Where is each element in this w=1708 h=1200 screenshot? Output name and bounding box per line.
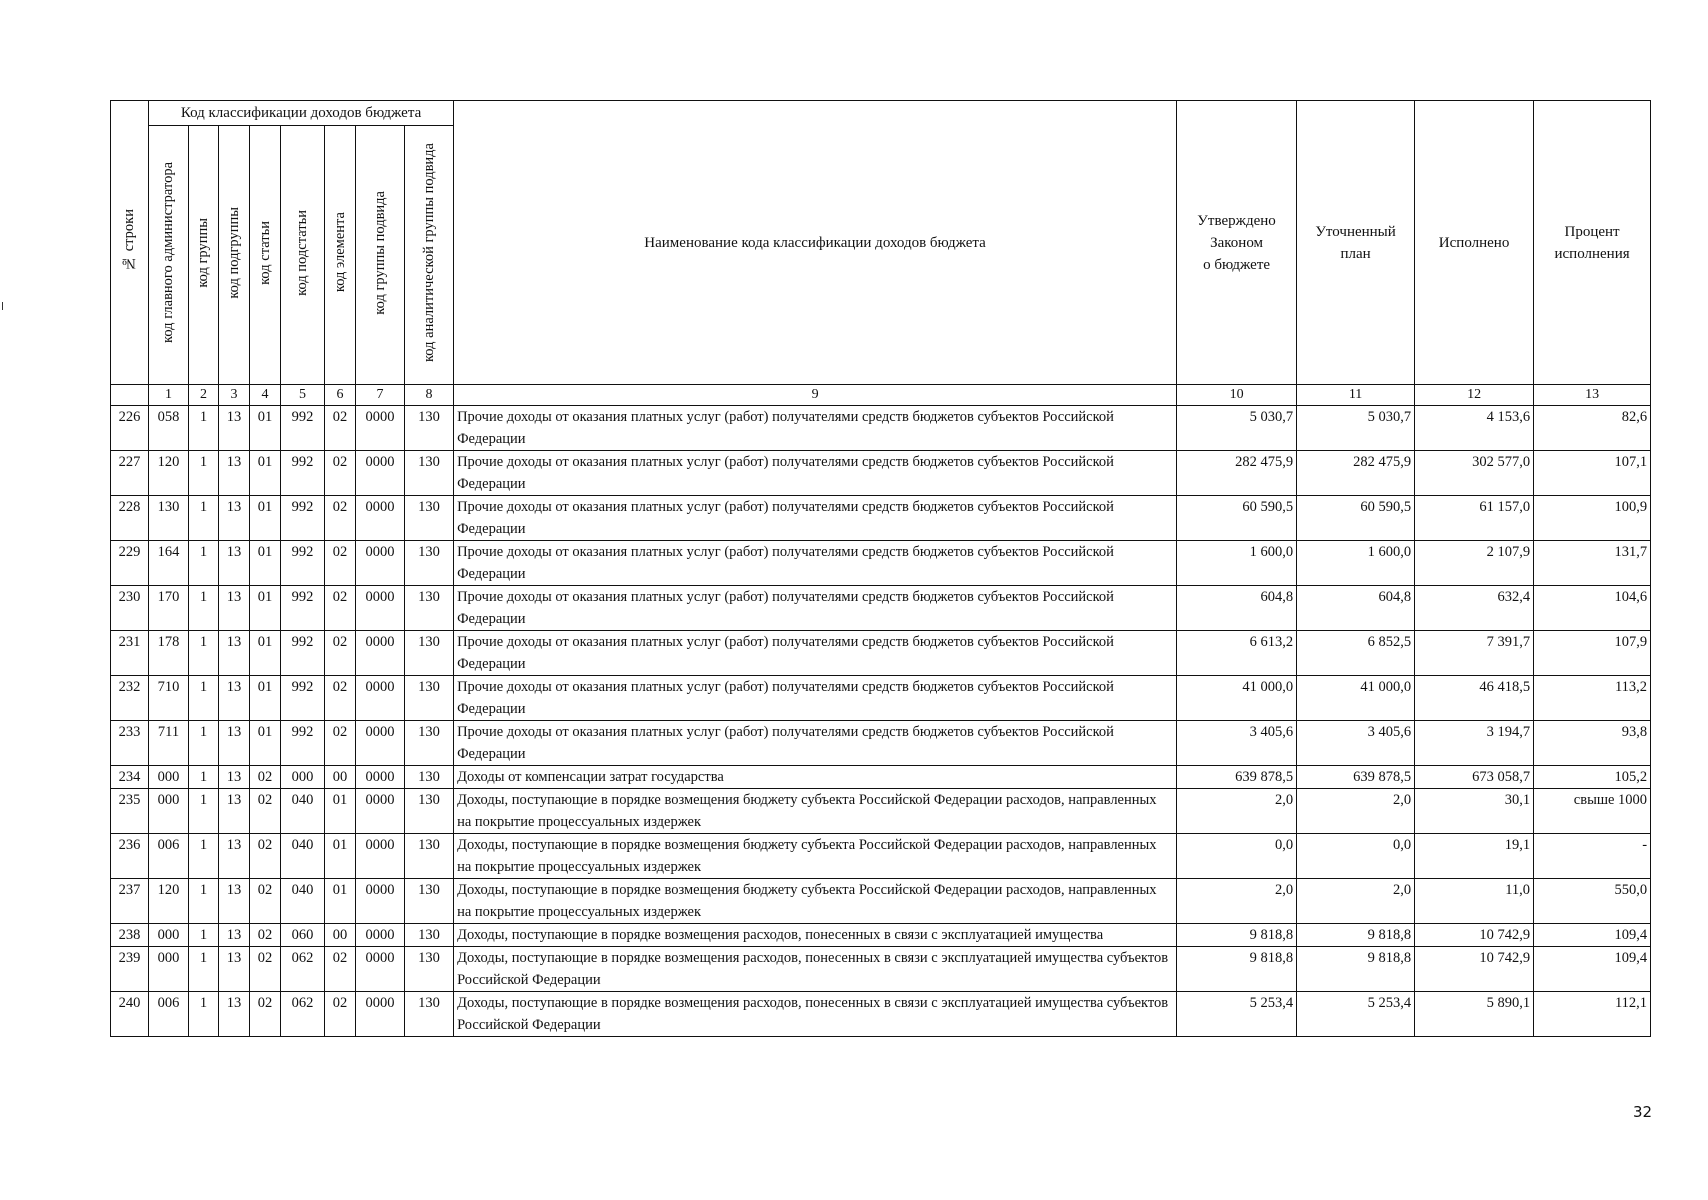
analytic-group-code-cell: 130: [405, 541, 454, 586]
subarticle-code-cell: 992: [281, 406, 325, 451]
group-code-cell: 1: [189, 789, 219, 834]
analytic-group-code-cell: 130: [405, 947, 454, 992]
subgroup-code-cell: 13: [219, 947, 250, 992]
executed-amount-cell: 5 890,1: [1415, 992, 1534, 1037]
subarticle-code-header: код подстатьи: [281, 126, 325, 385]
subarticle-code-cell: 040: [281, 879, 325, 924]
element-code-cell: 02: [325, 721, 356, 766]
refined-plan-cell: 1 600,0: [1297, 541, 1415, 586]
article-code-cell: 02: [250, 766, 281, 789]
subtype-group-code-cell: 0000: [356, 496, 405, 541]
executed-amount-cell: 30,1: [1415, 789, 1534, 834]
approved-amount-cell: 9 818,8: [1177, 947, 1297, 992]
group-code-cell: 1: [189, 451, 219, 496]
refined-plan-cell: 639 878,5: [1297, 766, 1415, 789]
analytic-group-code-cell: 130: [405, 631, 454, 676]
table-row: [111, 992, 1651, 1037]
table-row: [111, 947, 1651, 992]
subarticle-code-cell: 992: [281, 631, 325, 676]
group-code-cell: 1: [189, 541, 219, 586]
admin-code-cell: 170: [149, 586, 189, 631]
refined-plan-cell: 0,0: [1297, 834, 1415, 879]
subtype-group-code-cell: 0000: [356, 879, 405, 924]
executed-amount-cell: 2 107,9: [1415, 541, 1534, 586]
page-number: 32: [1633, 1103, 1653, 1121]
row-number-cell: 232: [111, 676, 149, 721]
row-number-cell: 226: [111, 406, 149, 451]
subgroup-code-cell: 13: [219, 789, 250, 834]
element-code-cell: 02: [325, 406, 356, 451]
revenue-name-cell: Доходы от компенсации затрат государства: [454, 766, 1177, 789]
subgroup-code-cell: 13: [219, 631, 250, 676]
article-code-cell: 02: [250, 879, 281, 924]
refined-plan-cell: 2,0: [1297, 789, 1415, 834]
analytic-group-code-cell: 130: [405, 451, 454, 496]
group-code-cell: 1: [189, 947, 219, 992]
percent-cell: 112,1: [1534, 992, 1651, 1037]
subtype-group-code-cell: 0000: [356, 406, 405, 451]
subgroup-code-cell: 13: [219, 676, 250, 721]
approved-amount-cell: 282 475,9: [1177, 451, 1297, 496]
admin-code-cell: 000: [149, 766, 189, 789]
row-number-cell: 230: [111, 586, 149, 631]
approved-amount-cell: 2,0: [1177, 789, 1297, 834]
refined-plan-cell: 6 852,5: [1297, 631, 1415, 676]
element-code-cell: 01: [325, 789, 356, 834]
revenue-name-cell: Прочие доходы от оказания платных услуг (работ) получателями средств бюджетов субъектов Российской Федерации: [454, 721, 1177, 766]
group-code-cell: 1: [189, 879, 219, 924]
group-code-cell: 1: [189, 676, 219, 721]
row-number-cell: 228: [111, 496, 149, 541]
admin-code-cell: 006: [149, 992, 189, 1037]
subtype-group-code-cell: 0000: [356, 789, 405, 834]
group-code-cell: 1: [189, 992, 219, 1037]
percent-cell: 107,1: [1534, 451, 1651, 496]
approved-amount-cell: 604,8: [1177, 586, 1297, 631]
classification-code-group-header: Код классификации доходов бюджета: [149, 101, 454, 126]
element-code-cell: 00: [325, 924, 356, 947]
revenue-name-cell: Прочие доходы от оказания платных услуг (работ) получателями средств бюджетов субъектов Российской Федерации: [454, 541, 1177, 586]
refined-plan-cell: 2,0: [1297, 879, 1415, 924]
table-row: [111, 451, 1651, 496]
table-row: [111, 924, 1651, 947]
article-code-cell: 01: [250, 451, 281, 496]
article-code-cell: 02: [250, 834, 281, 879]
col-number: 6: [325, 385, 356, 406]
subarticle-code-cell: 062: [281, 947, 325, 992]
group-code-cell: 1: [189, 586, 219, 631]
col-number: 12: [1415, 385, 1534, 406]
revenue-name-cell: Прочие доходы от оказания платных услуг (работ) получателями средств бюджетов субъектов Российской Федерации: [454, 676, 1177, 721]
revenue-name-cell: Доходы, поступающие в порядке возмещения расходов, понесенных в связи с эксплуатацией имущества: [454, 924, 1177, 947]
table-row: [111, 789, 1651, 834]
revenue-name-cell: Прочие доходы от оказания платных услуг (работ) получателями средств бюджетов субъектов Российской Федерации: [454, 631, 1177, 676]
subtype-group-code-cell: 0000: [356, 924, 405, 947]
admin-code-header: код главного администратора: [149, 126, 189, 385]
article-code-cell: 01: [250, 676, 281, 721]
revenue-name-cell: Прочие доходы от оказания платных услуг (работ) получателями средств бюджетов субъектов Российской Федерации: [454, 586, 1177, 631]
approved-amount-cell: 5 030,7: [1177, 406, 1297, 451]
percent-cell: 82,6: [1534, 406, 1651, 451]
col-number: 1: [149, 385, 189, 406]
admin-code-cell: 000: [149, 947, 189, 992]
revenue-name-cell: Доходы, поступающие в порядке возмещения бюджету субъекта Российской Федерации расходов, направленных на покрытие процессуальных издержек: [454, 879, 1177, 924]
row-number-cell: 234: [111, 766, 149, 789]
refined-plan-cell: 5 253,4: [1297, 992, 1415, 1037]
col-number: 5: [281, 385, 325, 406]
executed-amount-cell: 11,0: [1415, 879, 1534, 924]
group-code-cell: 1: [189, 631, 219, 676]
col-number: [111, 385, 149, 406]
subarticle-code-cell: 992: [281, 676, 325, 721]
admin-code-cell: 000: [149, 924, 189, 947]
analytic-group-code-cell: 130: [405, 406, 454, 451]
executed-amount-cell: 673 058,7: [1415, 766, 1534, 789]
refined-plan-cell: 3 405,6: [1297, 721, 1415, 766]
analytic-group-code-cell: 130: [405, 924, 454, 947]
subarticle-code-cell: 992: [281, 496, 325, 541]
approved-amount-cell: 639 878,5: [1177, 766, 1297, 789]
column-numbers-row: [111, 385, 1651, 406]
article-code-cell: 02: [250, 789, 281, 834]
approved-amount-cell: 1 600,0: [1177, 541, 1297, 586]
element-code-cell: 02: [325, 541, 356, 586]
group-code-cell: 1: [189, 766, 219, 789]
table-row: [111, 721, 1651, 766]
revenue-name-cell: Доходы, поступающие в порядке возмещения расходов, понесенных в связи с эксплуатацией имущества субъектов Российской Федерации: [454, 992, 1177, 1037]
admin-code-cell: 058: [149, 406, 189, 451]
group-code-cell: 1: [189, 406, 219, 451]
executed-amount-cell: 632,4: [1415, 586, 1534, 631]
col-number: 13: [1534, 385, 1651, 406]
subgroup-code-cell: 13: [219, 992, 250, 1037]
approved-amount-cell: 9 818,8: [1177, 924, 1297, 947]
admin-code-cell: 711: [149, 721, 189, 766]
approved-amount-cell: 2,0: [1177, 879, 1297, 924]
element-code-cell: 02: [325, 586, 356, 631]
subtype-group-code-cell: 0000: [356, 631, 405, 676]
table-row: [111, 406, 1651, 451]
refined-plan-cell: 60 590,5: [1297, 496, 1415, 541]
subarticle-code-cell: 060: [281, 924, 325, 947]
article-code-cell: 02: [250, 947, 281, 992]
element-code-cell: 02: [325, 496, 356, 541]
col-number: 8: [405, 385, 454, 406]
subarticle-code-cell: 992: [281, 721, 325, 766]
row-number-cell: 235: [111, 789, 149, 834]
row-number-cell: 233: [111, 721, 149, 766]
subgroup-code-cell: 13: [219, 879, 250, 924]
article-code-cell: 02: [250, 992, 281, 1037]
analytic-group-code-cell: 130: [405, 879, 454, 924]
admin-code-cell: 164: [149, 541, 189, 586]
col-number: 7: [356, 385, 405, 406]
table-body: [111, 406, 1651, 1037]
article-code-cell: 01: [250, 406, 281, 451]
analytic-group-code-cell: 130: [405, 586, 454, 631]
group-code-cell: 1: [189, 834, 219, 879]
table-row: [111, 766, 1651, 789]
executed-amount-cell: 7 391,7: [1415, 631, 1534, 676]
subarticle-code-cell: 992: [281, 451, 325, 496]
article-code-cell: 01: [250, 586, 281, 631]
percent-cell: 131,7: [1534, 541, 1651, 586]
budget-revenue-table: [110, 100, 1651, 1037]
refined-plan-cell: 5 030,7: [1297, 406, 1415, 451]
article-code-cell: 01: [250, 721, 281, 766]
approved-column-header: Утверждено Законом о бюджете: [1177, 101, 1297, 385]
row-number-cell: 239: [111, 947, 149, 992]
refined-plan-cell: 604,8: [1297, 586, 1415, 631]
percent-cell: 100,9: [1534, 496, 1651, 541]
col-number: 2: [189, 385, 219, 406]
article-code-cell: 01: [250, 496, 281, 541]
approved-amount-cell: 41 000,0: [1177, 676, 1297, 721]
subgroup-code-cell: 13: [219, 451, 250, 496]
revenue-name-cell: Доходы, поступающие в порядке возмещения бюджету субъекта Российской Федерации расходов, направленных на покрытие процессуальных издержек: [454, 789, 1177, 834]
table-row: [111, 631, 1651, 676]
subtype-group-code-cell: 0000: [356, 947, 405, 992]
subtype-group-code-cell: 0000: [356, 834, 405, 879]
subgroup-code-cell: 13: [219, 721, 250, 766]
percent-cell: 109,4: [1534, 924, 1651, 947]
analytic-group-code-cell: 130: [405, 496, 454, 541]
executed-amount-cell: 302 577,0: [1415, 451, 1534, 496]
element-code-cell: 01: [325, 879, 356, 924]
admin-code-cell: 178: [149, 631, 189, 676]
subarticle-code-cell: 062: [281, 992, 325, 1037]
table-row: [111, 834, 1651, 879]
admin-code-cell: 710: [149, 676, 189, 721]
analytic-group-code-cell: 130: [405, 992, 454, 1037]
row-number-header: № строки: [111, 101, 149, 385]
executed-amount-cell: 4 153,6: [1415, 406, 1534, 451]
executed-column-header: Исполнено: [1415, 101, 1534, 385]
subgroup-code-cell: 13: [219, 766, 250, 789]
executed-amount-cell: 19,1: [1415, 834, 1534, 879]
admin-code-cell: 120: [149, 451, 189, 496]
table-row: [111, 879, 1651, 924]
subtype-group-code-cell: 0000: [356, 451, 405, 496]
element-code-cell: 02: [325, 676, 356, 721]
table-row: [111, 676, 1651, 721]
article-code-header: код статьи: [250, 126, 281, 385]
admin-code-cell: 120: [149, 879, 189, 924]
subgroup-code-cell: 13: [219, 496, 250, 541]
percent-cell: -: [1534, 834, 1651, 879]
percent-cell: 93,8: [1534, 721, 1651, 766]
table-row: [111, 496, 1651, 541]
group-code-cell: 1: [189, 496, 219, 541]
element-code-cell: 02: [325, 631, 356, 676]
subtype-group-code-cell: 0000: [356, 541, 405, 586]
approved-amount-cell: 3 405,6: [1177, 721, 1297, 766]
subtype-group-code-cell: 0000: [356, 992, 405, 1037]
approved-amount-cell: 60 590,5: [1177, 496, 1297, 541]
executed-amount-cell: 46 418,5: [1415, 676, 1534, 721]
subgroup-code-cell: 13: [219, 586, 250, 631]
element-code-header: код элемента: [325, 126, 356, 385]
subtype-group-code-header: код группы подвида: [356, 126, 405, 385]
executed-amount-cell: 10 742,9: [1415, 947, 1534, 992]
subarticle-code-cell: 992: [281, 586, 325, 631]
percent-cell: 109,4: [1534, 947, 1651, 992]
percent-cell: 104,6: [1534, 586, 1651, 631]
admin-code-cell: 000: [149, 789, 189, 834]
row-number-cell: 237: [111, 879, 149, 924]
element-code-cell: 00: [325, 766, 356, 789]
revenue-name-cell: Прочие доходы от оказания платных услуг (работ) получателями средств бюджетов субъектов Российской Федерации: [454, 451, 1177, 496]
element-code-cell: 01: [325, 834, 356, 879]
subgroup-code-header: код подгруппы: [219, 126, 250, 385]
revenue-name-cell: Доходы, поступающие в порядке возмещения бюджету субъекта Российской Федерации расходов, направленных на покрытие процессуальных издержек: [454, 834, 1177, 879]
admin-code-cell: 006: [149, 834, 189, 879]
article-code-cell: 01: [250, 631, 281, 676]
row-number-cell: 238: [111, 924, 149, 947]
table-header: [111, 101, 1651, 406]
percent-cell: 107,9: [1534, 631, 1651, 676]
percent-cell: свыше 1000: [1534, 789, 1651, 834]
subarticle-code-cell: 040: [281, 789, 325, 834]
row-number-cell: 227: [111, 451, 149, 496]
revenue-name-cell: Доходы, поступающие в порядке возмещения расходов, понесенных в связи с эксплуатацией имущества субъектов Российской Федерации: [454, 947, 1177, 992]
col-number: 10: [1177, 385, 1297, 406]
admin-code-cell: 130: [149, 496, 189, 541]
row-number-cell: 229: [111, 541, 149, 586]
analytic-group-code-cell: 130: [405, 721, 454, 766]
approved-amount-cell: 0,0: [1177, 834, 1297, 879]
name-column-header: Наименование кода классификации доходов бюджета: [454, 101, 1177, 385]
executed-amount-cell: 3 194,7: [1415, 721, 1534, 766]
subtype-group-code-cell: 0000: [356, 586, 405, 631]
approved-amount-cell: 5 253,4: [1177, 992, 1297, 1037]
revenue-name-cell: Прочие доходы от оказания платных услуг (работ) получателями средств бюджетов субъектов Российской Федерации: [454, 406, 1177, 451]
row-number-cell: 231: [111, 631, 149, 676]
element-code-cell: 02: [325, 992, 356, 1037]
subtype-group-code-cell: 0000: [356, 721, 405, 766]
subtype-group-code-cell: 0000: [356, 766, 405, 789]
percent-column-header: Процент исполнения: [1534, 101, 1651, 385]
group-code-header: код группы: [189, 126, 219, 385]
refined-plan-cell: 9 818,8: [1297, 924, 1415, 947]
approved-amount-cell: 6 613,2: [1177, 631, 1297, 676]
subtype-group-code-cell: 0000: [356, 676, 405, 721]
revenue-name-cell: Прочие доходы от оказания платных услуг (работ) получателями средств бюджетов субъектов Российской Федерации: [454, 496, 1177, 541]
analytic-group-code-cell: 130: [405, 789, 454, 834]
percent-cell: 105,2: [1534, 766, 1651, 789]
refined-plan-cell: 282 475,9: [1297, 451, 1415, 496]
refined-plan-column-header: Уточненный план: [1297, 101, 1415, 385]
element-code-cell: 02: [325, 947, 356, 992]
subgroup-code-cell: 13: [219, 406, 250, 451]
analytic-group-code-cell: 130: [405, 676, 454, 721]
article-code-cell: 02: [250, 924, 281, 947]
group-code-cell: 1: [189, 721, 219, 766]
table-row: [111, 541, 1651, 586]
subgroup-code-cell: 13: [219, 834, 250, 879]
col-number: 11: [1297, 385, 1415, 406]
refined-plan-cell: 41 000,0: [1297, 676, 1415, 721]
executed-amount-cell: 61 157,0: [1415, 496, 1534, 541]
margin-mark: [2, 302, 3, 310]
col-number: 3: [219, 385, 250, 406]
analytic-group-code-cell: 130: [405, 766, 454, 789]
col-number: 9: [454, 385, 1177, 406]
subarticle-code-cell: 992: [281, 541, 325, 586]
element-code-cell: 02: [325, 451, 356, 496]
row-number-cell: 236: [111, 834, 149, 879]
refined-plan-cell: 9 818,8: [1297, 947, 1415, 992]
table-row: [111, 586, 1651, 631]
row-number-cell: 240: [111, 992, 149, 1037]
analytic-group-code-header: код аналитической группы подвида: [405, 126, 454, 385]
subgroup-code-cell: 13: [219, 541, 250, 586]
executed-amount-cell: 10 742,9: [1415, 924, 1534, 947]
article-code-cell: 01: [250, 541, 281, 586]
subgroup-code-cell: 13: [219, 924, 250, 947]
analytic-group-code-cell: 130: [405, 834, 454, 879]
subarticle-code-cell: 040: [281, 834, 325, 879]
percent-cell: 113,2: [1534, 676, 1651, 721]
subarticle-code-cell: 000: [281, 766, 325, 789]
col-number: 4: [250, 385, 281, 406]
group-code-cell: 1: [189, 924, 219, 947]
percent-cell: 550,0: [1534, 879, 1651, 924]
